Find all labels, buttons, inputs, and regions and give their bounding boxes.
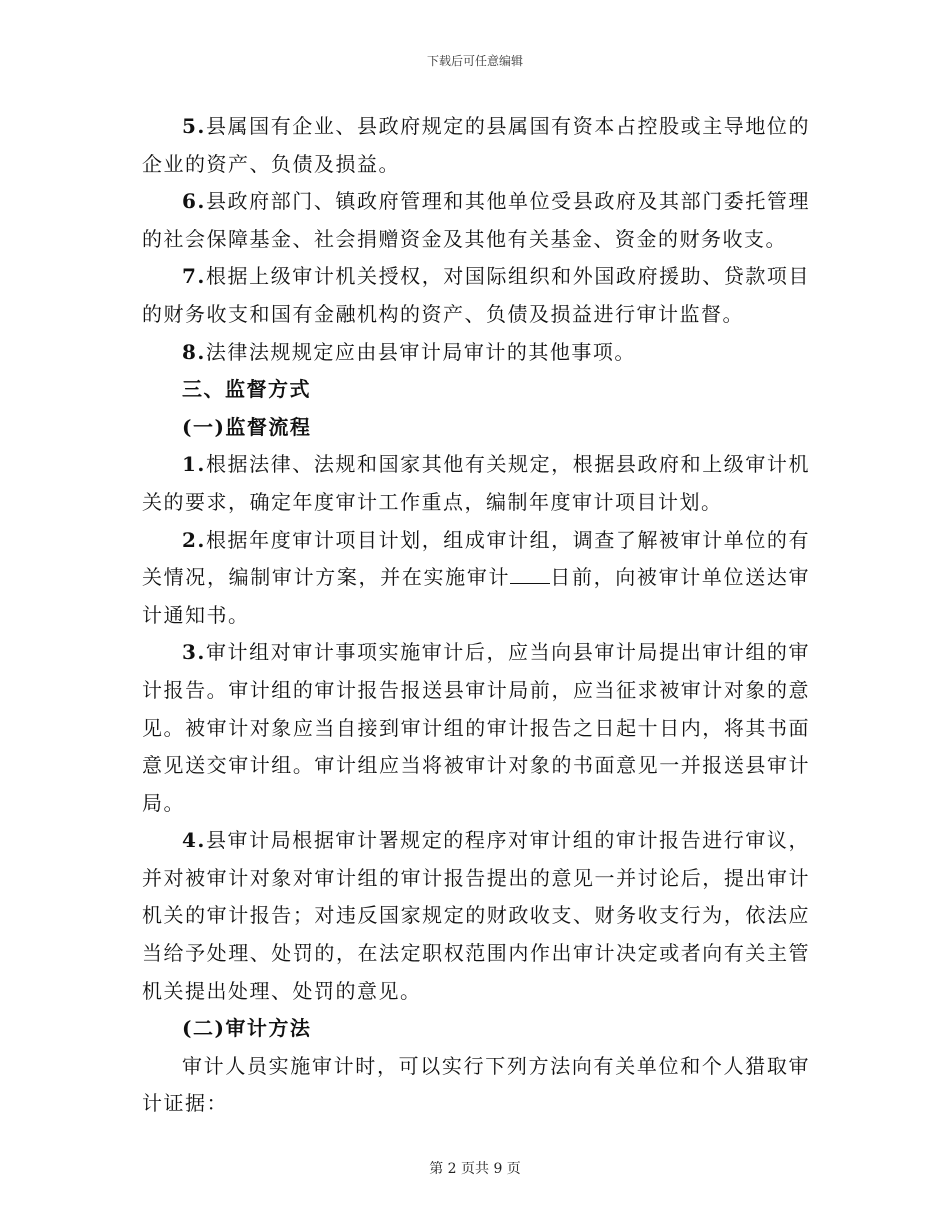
list-item — [142, 522, 810, 635]
item-number: 6. — [182, 189, 206, 214]
item-number: 5. — [182, 114, 206, 138]
list-item — [142, 183, 810, 258]
item-text: 审计组对审计事项实施审计后，应当向县审计局提出审计组的审计报告。审计组的审计报告报送县审计局前，应当征求被审计对象的意见。被审计对象应当自接到审计组的审计报告之日起十日内，将其书面意见送交审计组。审计组应当将被审计对象的书面意见一并报送县审计局。 — [142, 640, 810, 815]
section-heading: 三、监督方式 — [182, 377, 311, 402]
item-text: 根据上级审计机关授权，对国际组织和外国政府援助、贷款项目的财务收支和国有金融机构的资产、负债及损益进行审计监督。 — [142, 264, 810, 326]
subsection-heading: (一)监督流程 — [182, 414, 312, 439]
list-item — [142, 822, 810, 1010]
list-item — [142, 334, 810, 372]
item-number: 4. — [182, 828, 206, 853]
item-text: 根据年度审计项目计划，组成审计组，调查了解被审计单位的有关情况，编制审计方案，并在实施审计 — [142, 527, 810, 590]
list-item — [142, 258, 810, 333]
subsection-heading: (二)审计方法 — [182, 1016, 312, 1041]
item-text: 法律法规规定应由县审计局审计的其他事项。 — [205, 339, 636, 364]
item-text: 根据法律、法规和国家其他有关规定，根据县政府和上级审计机关的要求，确定年度审计工作重点，编制年度审计项目计划。 — [142, 452, 810, 514]
item-number: 2. — [182, 527, 206, 552]
list-item — [142, 108, 810, 183]
page-header: 下载后可任意编辑 — [426, 54, 523, 68]
document-body — [142, 108, 810, 1123]
list-item — [142, 446, 810, 521]
item-number: 1. — [182, 452, 206, 477]
item-number: 3. — [182, 640, 206, 665]
item-text: 县属国有企业、县政府规定的县属国有资本占控股或主导地位的企业的资产、负债及损益。 — [142, 114, 810, 176]
item-text: 县审计局根据审计署规定的程序对审计组的审计报告进行审议，并对被审计对象对审计组的审计报告提出的意见一并讨论后，提出审计机关的审计报告；对违反国家规定的财政收支、财务收支行为，依法应当给予处理、处罚的，在法定职权范围内作出审计决定或者向有关主管机关提出处理、处罚的意见。 — [142, 828, 810, 1003]
item-text: 县政府部门、镇政府管理和其他单位受县政府及其部门委托管理的社会保障基金、社会捐赠资金及其他有关基金、资金的财务收支。 — [142, 189, 810, 251]
body-paragraph: 审计人员实施审计时，可以实行下列方法向有关单位和个人猎取审计证据： — [142, 1053, 810, 1116]
list-item — [142, 634, 810, 822]
item-number: 7. — [182, 264, 206, 289]
item-text: 日前，向被审计单位送达审计通知书。 — [142, 565, 811, 627]
fill-in-blank — [510, 565, 550, 584]
item-number: 8. — [182, 339, 206, 364]
page-footer: 第 2 页共 9 页 — [429, 1161, 521, 1177]
